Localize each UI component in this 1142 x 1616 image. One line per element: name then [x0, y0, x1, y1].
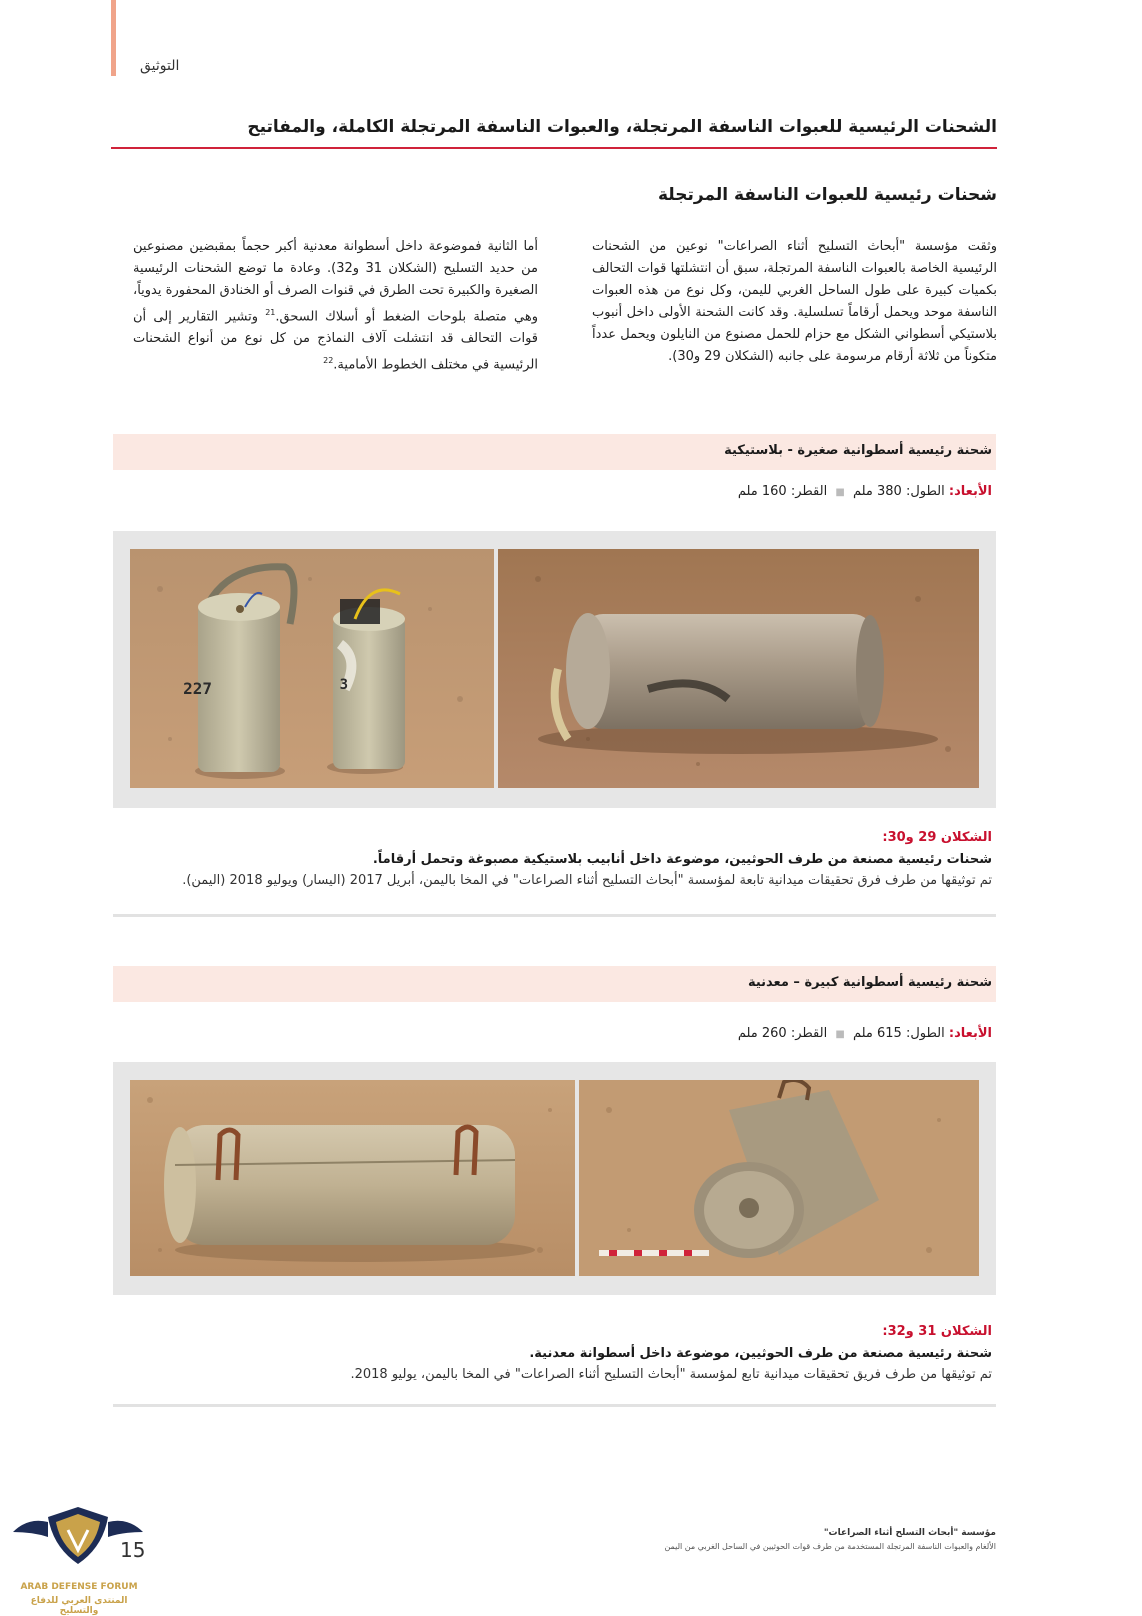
diameter-value: القطر: 260 ملم — [737, 1026, 828, 1041]
intro-left-text-2: وتشير التقارير إلى أن قوات التحالف قد انتشلت آلاف النماذج من كل نوع من أنواع الشحنات الرئيسية في مختلف الخطوط الأمامية. — [133, 309, 538, 373]
logo-text-ar: المنتدى العربي للدفاع والتسليح — [30, 1596, 128, 1616]
logo-text-en: ARAB DEFENSE FORUM — [20, 1582, 138, 1592]
separator-dot: ■ — [835, 1029, 845, 1040]
intro-left-text: أما الثانية فموضوعة داخل أسطوانة معدنية أكبر حجماً بمقبضين مصنوعين من حديد التسليح (الشكلان 31 و32). وعادة ما توضع الشحنات الرئيسية الصغيرة والكبيرة تحت الطرق في قنوات الصرف أو الخنادق المحفورة يدوياً، وهي متصلة بلوحات الضغط أو أسلاك السحق. — [133, 239, 538, 325]
figure-caption-text: تم توثيقها من طرف فرق تحقيقات ميدانية تابعة لمؤسسة "أبحاث التسليح أثناء الصراعات" في المخا باليمن، أبريل 2017 (اليسار) ويوليو 2018 (اليمن). — [182, 873, 992, 888]
photo-panel — [113, 531, 996, 808]
side-accent-bar — [111, 0, 116, 76]
section-divider — [113, 1404, 996, 1407]
page-number: 15 — [120, 1538, 146, 1562]
separator-dot: ■ — [835, 487, 845, 498]
dimensions — [738, 1026, 992, 1041]
length-value: الطول: 615 ملم — [852, 1026, 945, 1041]
dimensions-label: الأبعاد: — [948, 484, 992, 499]
figure-label: الشكلان 29 و30: — [882, 830, 992, 845]
marking-3: 3 — [339, 677, 348, 693]
item-title: شحنة رئيسية أسطوانية صغيرة - بلاستيكية — [724, 443, 992, 458]
intro-paragraph-right: وثقت مؤسسة "أبحاث التسليح أثناء الصراعات" نوعين من الشحنات الرئيسية الخاصة بالعبوات الناسفة المرتجلة، سبق أن انتشلتها قوات التحالف بكميات كبيرة على طول الساحل الغربي لليمن، وكل نوع من هذه العبوات الناسفة موحد ويحمل أرقاماً تسلسلية. وقد كانت الشحنة الأولى داخل أنبوب بلاستيكي أسطواني الشكل مع حزام للحمل مصنوع من النايلون ويحمل عدداً متكوناً من ثلاثة أرقام مرسومة على جانبه (الشكلان 29 و30). — [592, 239, 997, 364]
footnote-ref[interactable]: 22 — [323, 356, 334, 366]
figure-caption-title: شحنة رئيسية مصنعة من طرف الحوثيين، موضوعة داخل أسطوانة معدنية. — [529, 1346, 992, 1361]
section-heading: شحنات رئيسية للعبوات الناسفة المرتجلة — [658, 185, 997, 205]
dimensions — [738, 484, 992, 499]
intro-paragraph-left — [133, 236, 538, 377]
figure-label: الشكلان 31 و32: — [882, 1324, 992, 1339]
photo-plastic-charges-pair — [130, 549, 494, 788]
footer-description: الألغام والعبوات الناسفة المرتجلة المستخدمة من طرف قوات الحوثيين في الساحل الغربي من اليمن — [664, 1542, 996, 1551]
length-value: الطول: 380 ملم — [852, 484, 945, 499]
section-tag: التوثيق — [140, 58, 180, 74]
footer-organization: مؤسسة "أبحاث التسلح أثناء الصراعات" — [823, 1528, 996, 1538]
section-divider — [113, 914, 996, 917]
photo-metal-charge-horizontal — [130, 1080, 575, 1276]
figure-caption-title: شحنات رئيسية مصنعة من طرف الحوثيين، موضوعة داخل أنابيب بلاستيكية مصبوغة وتحمل أرقاماً. — [372, 852, 992, 867]
diameter-value: القطر: 160 ملم — [737, 484, 828, 499]
footnote-ref[interactable]: 21 — [265, 308, 276, 317]
figure-caption-text: تم توثيقها من طرف فريق تحقيقات ميدانية تابع لمؤسسة "أبحاث التسليح أثناء الصراعات" في المخا باليمن، يوليو 2018. — [350, 1367, 992, 1382]
title-divider — [111, 147, 997, 149]
item-title: شحنة رئيسية أسطوانية كبيرة – معدنية — [747, 975, 992, 990]
dimensions-label: الأبعاد: — [948, 1026, 992, 1041]
photo-plastic-charge-horizontal — [498, 549, 979, 788]
photo-panel — [113, 1062, 996, 1295]
photo-metal-charge-upright — [579, 1080, 979, 1276]
page-title: الشحنات الرئيسية للعبوات الناسفة المرتجلة، والعبوات الناسفة المرتجلة الكاملة، والمفاتيح — [247, 117, 997, 137]
marking-227: 227 — [183, 679, 212, 698]
